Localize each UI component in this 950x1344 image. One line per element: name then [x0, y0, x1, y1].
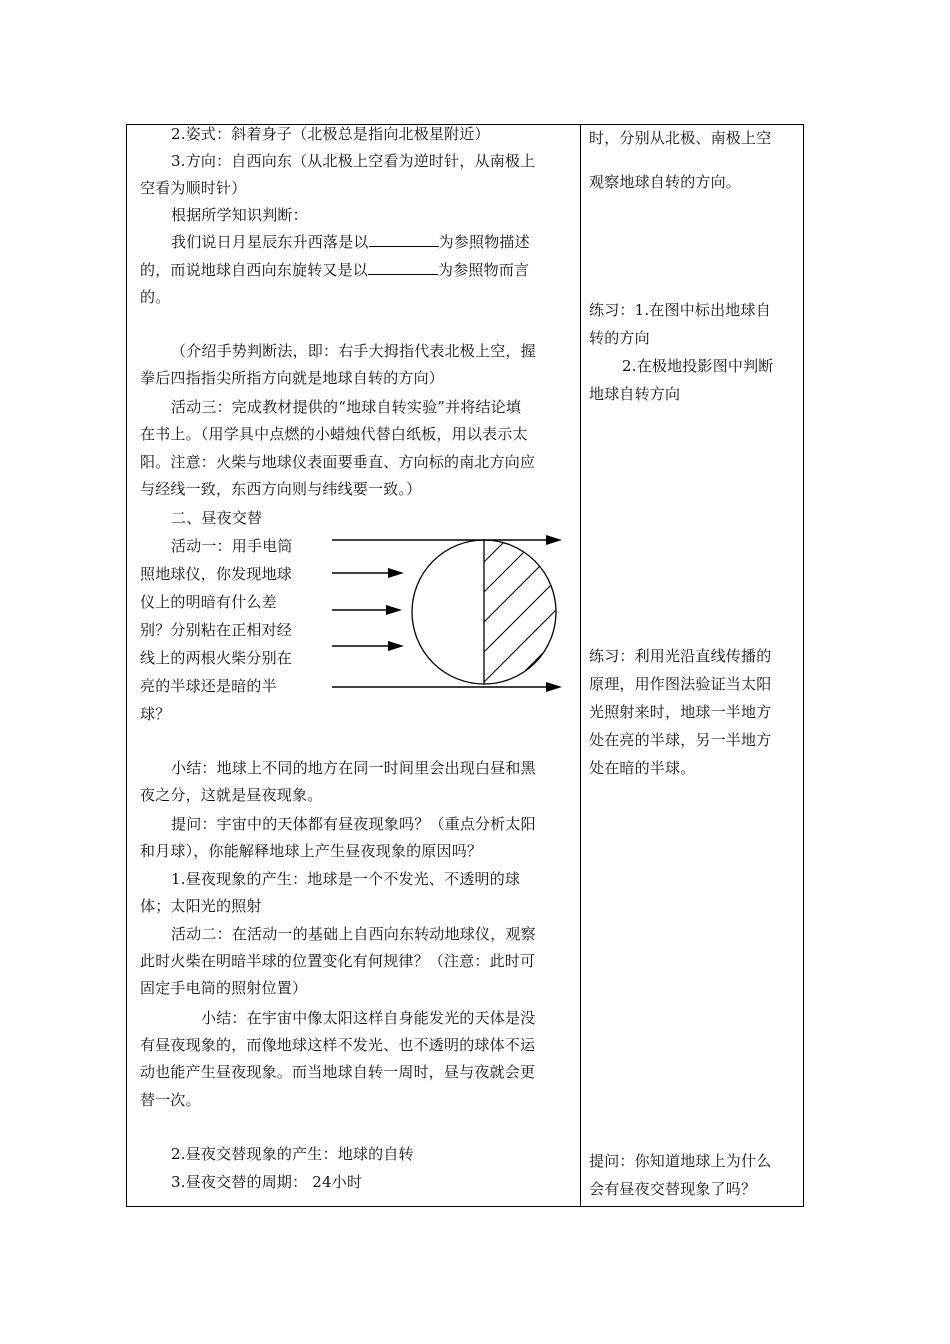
side-exercise-2: 练习：利用光沿直线传播的 [589, 647, 772, 665]
side-exercise-1-c: 2.在极地投影图中判断 [622, 357, 774, 375]
side-note-1-b: 观察地球自转的方向。 [589, 173, 742, 191]
text-point-2: 2.昼夜交替现象的产生：地球的自转 [171, 1145, 414, 1163]
text-hand-rule-cont: 拳后四指指尖所指方向就是地球自转的方向） [140, 369, 445, 387]
text-summary-2-b: 有昼夜现象的，而像地球这样不发光、也不透明的球体不运 [140, 1036, 536, 1054]
side-question: 提问：你知道地球上为什么 [589, 1152, 772, 1170]
fill-blank-1[interactable] [369, 232, 439, 247]
side-exercise-2-d: 处在亮的半球，另一半地方 [589, 731, 772, 749]
question-1-part-a: 我们说日月星辰东升西落是以 [171, 233, 369, 251]
side-exercise-1-d: 地球自转方向 [589, 385, 681, 403]
sunray-arrowhead [388, 641, 404, 651]
text-direction: 3.方向：自西向东（从北极上空看为逆时针，从南极上 [171, 152, 536, 170]
question-2-part-b: 为参照物而言 [438, 261, 530, 279]
text-judge: 根据所学知识判断： [171, 206, 308, 224]
column-divider [580, 124, 581, 1207]
text-posture: 2.姿式：斜着身子（北极总是指向北极星附近） [171, 125, 490, 143]
question-1-part-b: 为参照物描述 [438, 233, 530, 251]
text-summary-2: 小结：在宇宙中像太阳这样自身能发光的天体是没 [201, 1009, 536, 1027]
text-summary-1: 小结：地球上不同的地方在同一时间里会出现白昼和黑 [171, 759, 536, 777]
question-2-part-a: 的，而说地球自西向东旋转又是以 [140, 261, 369, 279]
side-exercise-2-e: 处在暗的半球。 [589, 759, 696, 777]
text-activity-1-g: 球？ [140, 705, 171, 723]
text-activity-1-c: 仪上的明暗有什么差 [140, 593, 277, 611]
text-question-1 [171, 232, 530, 252]
side-exercise-1-b: 转的方向 [589, 329, 650, 347]
text-direction-cont: 空看为顺时针） [140, 179, 247, 197]
text-ask-1-b: 和月球），你能解释地球上产生昼夜现象的原因吗？ [140, 842, 483, 860]
text-activity-1-b: 照地球仪，你发现地球 [140, 565, 293, 583]
text-activity-3-d: 与经线一致，东西方向则与纬线要一致。） [140, 480, 422, 498]
text-point-3: 3.昼夜交替的周期： 24小时 [171, 1173, 363, 1191]
text-activity-3-c: 阳。注意：火柴与地球仪表面要垂直、方向标的南北方向应 [140, 453, 536, 471]
text-point-1: 1.昼夜现象的产生：地球是一个不发光、不透明的球 [171, 870, 521, 888]
side-exercise-2-c: 光照射来时，地球一半地方 [589, 703, 772, 721]
text-activity-2: 活动二：在活动一的基础上自西向东转动地球仪，观察 [171, 925, 536, 943]
text-point-1-b: 体；太阳光的照射 [140, 897, 262, 915]
section-heading-day-night: 二、昼夜交替 [171, 509, 263, 527]
text-activity-3-b: 在书上。（用学具中点燃的小蜡烛代替白纸板，用以表示太 [140, 425, 528, 443]
text-ask-1: 提问：宇宙中的天体都有昼夜现象吗？（重点分析太阳 [171, 815, 536, 833]
side-question-b: 会有昼夜交替现象了吗？ [589, 1180, 757, 1198]
text-activity-1-f: 亮的半球还是暗的半 [140, 677, 277, 695]
text-summary-2-c: 动也能产生昼夜现象。而当地球自转一周时，昼与夜就会更 [140, 1063, 536, 1081]
sunray-arrowhead [546, 535, 562, 545]
text-activity-1-e: 线上的两根火柴分别在 [140, 649, 293, 667]
text-question-end: 的。 [140, 288, 171, 306]
sunray-arrowhead [386, 605, 402, 615]
sunray-arrowhead [546, 682, 562, 692]
side-exercise-2-b: 原理，用作图法验证当太阳 [589, 675, 772, 693]
text-activity-2-b: 此时火柴在明暗半球的位置变化有何规律？（注意：此时可 [140, 952, 536, 970]
side-note-1: 时，分别从北极、南极上空 [589, 129, 772, 147]
day-night-diagram [326, 530, 566, 700]
text-activity-1: 活动一：用手电筒 [171, 537, 293, 555]
fill-blank-2[interactable] [368, 260, 438, 275]
text-activity-1-d: 别？分别粘在正相对经 [140, 621, 293, 639]
text-question-2 [140, 260, 529, 280]
text-summary-1-b: 夜之分，这就是昼夜现象。 [140, 786, 323, 804]
text-summary-2-d: 替一次。 [140, 1091, 201, 1109]
text-activity-3: 活动三：完成教材提供的“地球自转实验”并将结论填 [171, 398, 522, 416]
side-exercise-1: 练习：1.在图中标出地球自 [589, 301, 771, 319]
text-activity-2-c: 固定手电筒的照射位置） [140, 979, 308, 997]
sunray-arrowhead [388, 568, 404, 578]
text-hand-rule: （介绍手势判断法，即：右手大拇指代表北极上空，握 [171, 342, 536, 360]
